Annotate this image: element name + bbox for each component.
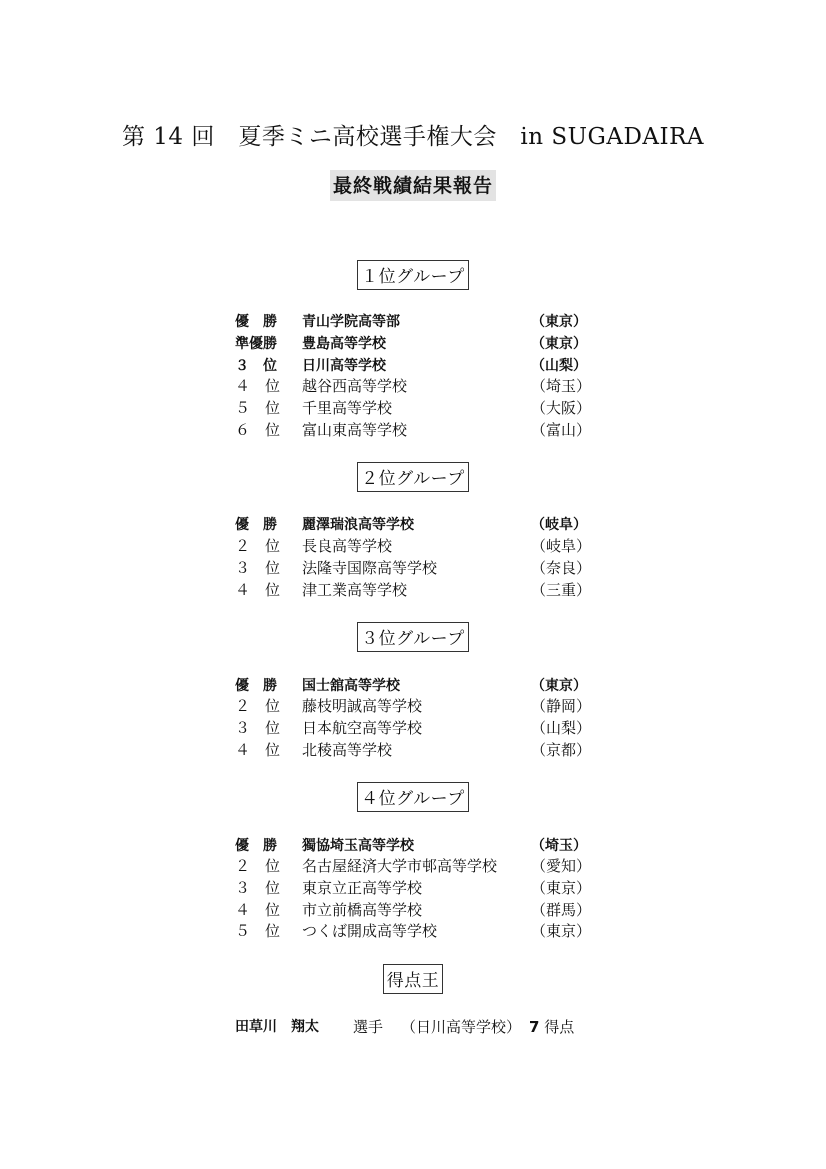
rank-label: ６ 位 [235, 421, 281, 439]
school-name: 豊島高等学校 [302, 336, 386, 352]
result-row [235, 535, 595, 557]
result-row [235, 695, 595, 717]
school-name: 名古屋経済大学市邨高等学校 [302, 857, 498, 875]
rank-label: 優 勝 [235, 517, 277, 533]
rank-label: ４ 位 [235, 901, 281, 919]
rank-label: ３ 位 [235, 559, 281, 577]
rank-label: ３ 位 [235, 358, 277, 374]
rank-label: 準優勝 [235, 336, 277, 352]
result-row [235, 514, 595, 536]
scorer-school: （日川高等学校） [401, 1018, 522, 1036]
prefecture: （東京） [531, 879, 592, 897]
result-row [235, 835, 595, 857]
school-name: 越谷西高等学校 [302, 377, 408, 395]
document-subtitle: 最終戦績結果報告 [330, 170, 496, 201]
result-row [235, 717, 595, 739]
school-name: 日本航空高等学校 [302, 719, 423, 737]
result-row [235, 877, 595, 899]
prefecture: （東京） [531, 922, 592, 940]
result-row [235, 311, 595, 333]
result-row [235, 375, 595, 397]
rank-label: 優 勝 [235, 314, 277, 330]
group-label: １位グループ [357, 260, 469, 290]
top-scorer-label: 得点王 [383, 964, 444, 994]
prefecture: （三重） [531, 581, 592, 599]
school-name: 法隆寺国際高等学校 [302, 559, 438, 577]
prefecture: （岐阜） [531, 537, 592, 555]
group-header-4 [0, 782, 826, 812]
result-row [235, 419, 595, 441]
rank-label: ５ 位 [235, 922, 281, 940]
school-name: 獨協埼玉高等学校 [302, 838, 414, 854]
rank-label: ４ 位 [235, 741, 281, 759]
school-name: 日川高等学校 [302, 358, 386, 374]
result-row [235, 333, 595, 355]
subtitle-container [0, 170, 826, 201]
points-unit: 得点 [544, 1018, 575, 1036]
rank-label: ３ 位 [235, 719, 281, 737]
scorer-points [529, 1016, 574, 1037]
group-header-2 [0, 462, 826, 492]
group-label: ２位グループ [357, 462, 469, 492]
scorer-name: 田草川 翔太 [235, 1019, 319, 1035]
prefecture: （東京） [531, 678, 587, 694]
points-value: 7 [529, 1018, 540, 1036]
prefecture: （山梨） [531, 358, 587, 374]
rank-label: 優 勝 [235, 678, 277, 694]
result-row [235, 675, 595, 697]
result-row [235, 899, 595, 921]
group-label: ４位グループ [357, 782, 469, 812]
prefecture: （愛知） [531, 857, 592, 875]
top-scorer-header [0, 964, 826, 994]
result-row [235, 855, 595, 877]
prefecture: （埼玉） [531, 377, 592, 395]
prefecture: （京都） [531, 741, 592, 759]
school-name: 長良高等学校 [302, 537, 393, 555]
prefecture: （大阪） [531, 399, 592, 417]
school-name: 東京立正高等学校 [302, 879, 423, 897]
rank-label: ５ 位 [235, 399, 281, 417]
school-name: 藤枝明誠高等学校 [302, 697, 423, 715]
prefecture: （奈良） [531, 559, 592, 577]
rank-label: ２ 位 [235, 697, 281, 715]
result-row [235, 920, 595, 942]
group-header-1 [0, 260, 826, 290]
scorer-title: 選手 [353, 1018, 384, 1036]
prefecture: （埼玉） [531, 838, 587, 854]
prefecture: （富山） [531, 421, 592, 439]
rank-label: ２ 位 [235, 857, 281, 875]
rank-label: ２ 位 [235, 537, 281, 555]
result-row [235, 557, 595, 579]
school-name: 市立前橋高等学校 [302, 901, 423, 919]
rank-label: ３ 位 [235, 879, 281, 897]
rank-label: 優 勝 [235, 838, 277, 854]
result-row [235, 355, 595, 377]
prefecture: （山梨） [531, 719, 592, 737]
rank-label: ４ 位 [235, 581, 281, 599]
prefecture: （東京） [531, 314, 587, 330]
school-name: つくば開成高等学校 [302, 922, 438, 940]
school-name: 青山学院高等部 [302, 314, 400, 330]
document-title: 第 14 回 夏季ミニ高校選手権大会 in SUGADAIRA [121, 124, 705, 150]
school-name: 津工業高等学校 [302, 581, 408, 599]
prefecture: （東京） [531, 336, 587, 352]
school-name: 富山東高等学校 [302, 421, 408, 439]
school-name: 北稜高等学校 [302, 741, 393, 759]
school-name: 麗澤瑞浪高等学校 [302, 517, 414, 533]
school-name: 国士舘高等学校 [302, 678, 400, 694]
result-row [235, 739, 595, 761]
rank-label: ４ 位 [235, 377, 281, 395]
group-label: ３位グループ [357, 622, 469, 652]
result-row [235, 579, 595, 601]
prefecture: （静岡） [531, 697, 592, 715]
prefecture: （群馬） [531, 901, 592, 919]
result-row [235, 397, 595, 419]
group-header-3 [0, 622, 826, 652]
school-name: 千里高等学校 [302, 399, 393, 417]
prefecture: （岐阜） [531, 517, 587, 533]
